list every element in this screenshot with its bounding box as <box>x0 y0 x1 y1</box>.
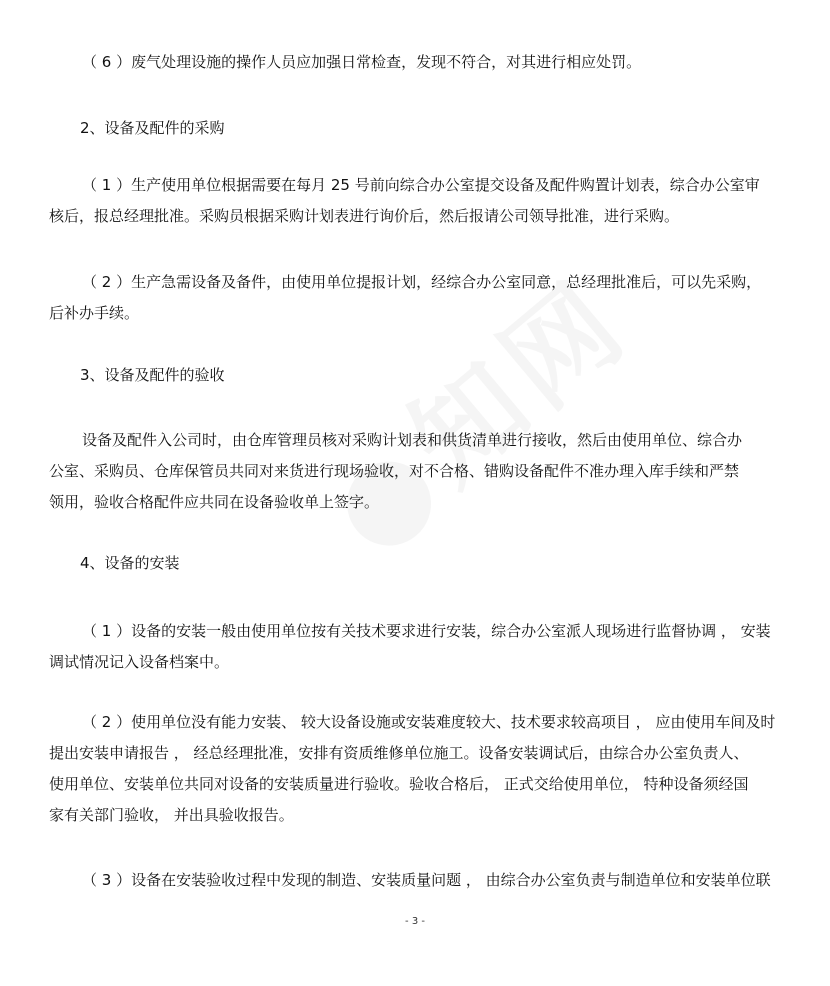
paragraph-2-2 <box>49 267 822 329</box>
text-line: （ 2 ）使用单位没有能力安装、 较大设备设施或安装难度较大、技术要求较高项目 ， 应由使用车间及时 <box>82 713 776 731</box>
text-line: 公室、采购员、仓库保管员共同对来货进行现场验收，对不合格、错购设备配件不准办理入库手续和严禁 <box>49 462 740 480</box>
text-line: 领用，验收合格配件应共同在设备验收单上签字。 <box>49 493 380 511</box>
paragraph-4-3 <box>49 865 822 896</box>
text-line: （ 3 ）设备在安装验收过程中发现的制造、安装质量问题 ， 由综合办公室负责与制造单位和安装单位联 <box>82 871 771 889</box>
paragraph-3 <box>49 425 822 518</box>
paragraph-4-1 <box>49 616 822 678</box>
text-line: 设备及配件入公司时，由仓库管理员核对采购计划表和供货清单进行接收，然后由使用单位、综合办 <box>82 431 743 449</box>
text-line: （ 1 ）生产使用单位根据需要在每月 25 号前向综合办公室提交设备及配件购置计划表，综合办公室审 <box>82 176 760 194</box>
text-line: 家有关部门验收， 并出具验收报告。 <box>49 806 294 824</box>
text-line: 后补办手续。 <box>49 304 140 322</box>
text-line: （ 6 ）废气处理设施的操作人员应加强日常检查，发现不符合，对其进行相应处罚。 <box>82 53 642 71</box>
section-heading-2: 2、设备及配件的采购 <box>80 119 225 137</box>
section-heading-4: 4、设备的安装 <box>80 554 180 572</box>
paragraph-6 <box>49 47 822 78</box>
paragraph-2-1 <box>49 170 822 232</box>
page-number: - 3 - <box>405 916 425 927</box>
text-line: （ 1 ）设备的安装一般由使用单位按有关技术要求进行安装，综合办公室派人现场进行监督协调 ， 安装 <box>82 622 771 640</box>
text-line: 调试情况记入设备档案中。 <box>49 653 230 671</box>
text-line: 使用单位、安装单位共同对设备的安装质量进行验收。验收合格后， 正式交给使用单位， 特种设备须经国 <box>49 775 749 793</box>
text-line: （ 2 ）生产急需设备及备件，由使用单位提报计划，经综合办公室同意，总经理批准后，可以先采购， <box>82 273 762 291</box>
section-heading-3: 3、设备及配件的验收 <box>80 366 225 384</box>
text-line: 核后，报总经理批准。采购员根据采购计划表进行询价后，然后报请公司领导批准，进行采购。 <box>49 207 680 225</box>
text-line: 提出安装申请报告 ， 经总经理批准，安排有资质维修单位施工。设备安装调试后，由综合办公室负责人、 <box>49 744 749 762</box>
paragraph-4-2 <box>49 707 822 831</box>
